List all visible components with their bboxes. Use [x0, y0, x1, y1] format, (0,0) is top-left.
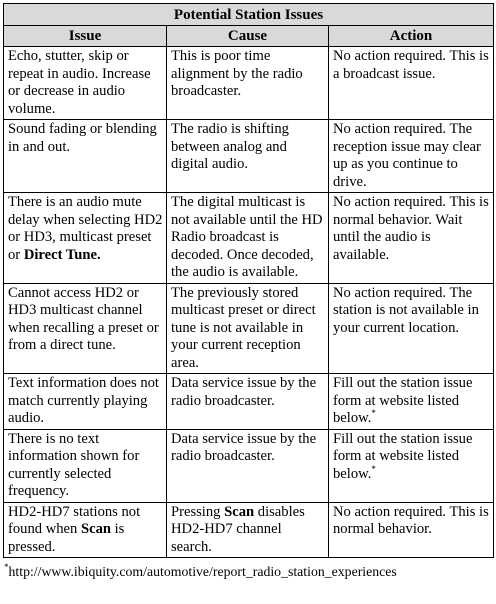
table-row: [4, 193, 494, 284]
column-header-issue: Issue: [4, 26, 167, 47]
action-cell: Fill out the station issue form at website listed below.*: [329, 374, 494, 430]
scan-term: Scan: [80, 521, 111, 537]
cause-cell: Data service issue by the radio broadcaster.: [167, 429, 329, 502]
document: [3, 3, 493, 580]
action-cell: No action required. This is normal behavior. Wait until the audio is available.: [329, 193, 494, 284]
action-cell: No action required. This is normal behavior.: [329, 502, 494, 558]
cause-cell: This is poor time alignment by the radio broadcaster.: [167, 47, 329, 120]
action-cell: No action required. This is a broadcast issue.: [329, 47, 494, 120]
action-cell: No action required. The station is not available in your current location.: [329, 283, 494, 374]
cause-cell: The previously stored multicast preset or direct tune is not available in your current reception area.: [167, 283, 329, 374]
cause-cell: The digital multicast is not available until the HD Radio broadcast is decoded. Once decoded, the audio is available.: [167, 193, 329, 284]
issue-cell: Text information does not match currently playing audio.: [4, 374, 167, 430]
cause-cell: The radio is shifting between analog and digital audio.: [167, 120, 329, 193]
issue-cell: There is an audio mute delay when selecting HD2 or HD3, multicast preset or Direct Tune.: [4, 193, 167, 284]
issue-cell: HD2-HD7 stations not found when Scan is pressed.: [4, 502, 167, 558]
issue-cell: Sound fading or blending in and out.: [4, 120, 167, 193]
table-row: [4, 374, 494, 430]
table-row: [4, 283, 494, 374]
action-cell: No action required. The reception issue may clear up as you continue to drive.: [329, 120, 494, 193]
table-header-row: [4, 26, 494, 47]
footnote-marker: *: [4, 562, 9, 572]
table-row: [4, 502, 494, 558]
issue-cell: Cannot access HD2 or HD3 multicast channel when recalling a preset or from a direct tune.: [4, 283, 167, 374]
footnote-marker: *: [371, 408, 376, 418]
direct-tune-term: Direct Tune: [23, 246, 97, 263]
cause-cell: Pressing Scan disables HD2-HD7 channel search.: [167, 502, 329, 558]
table-row: [4, 120, 494, 193]
cause-cell: Data service issue by the radio broadcaster.: [167, 374, 329, 430]
footnote-url: http://www.ibiquity.com/automotive/report_radio_station_experiences: [8, 564, 397, 579]
issue-cell: Echo, stutter, skip or repeat in audio. Increase or decrease in audio volume.: [4, 47, 167, 120]
footnote-marker: *: [371, 463, 376, 474]
issue-cell: There is no text information shown for currently selected frequency.: [4, 429, 167, 502]
table-row: [4, 47, 494, 120]
column-header-action: Action: [329, 26, 494, 47]
table-title: Potential Station Issues: [4, 4, 494, 26]
table-row: [4, 429, 494, 502]
scan-term: Scan: [224, 503, 255, 520]
station-issues-table: [3, 3, 494, 558]
footnote: [3, 564, 493, 580]
action-cell: Fill out the station issue form at website listed below.*: [329, 429, 494, 502]
table-caption-row: [4, 4, 494, 26]
column-header-cause: Cause: [167, 26, 329, 47]
